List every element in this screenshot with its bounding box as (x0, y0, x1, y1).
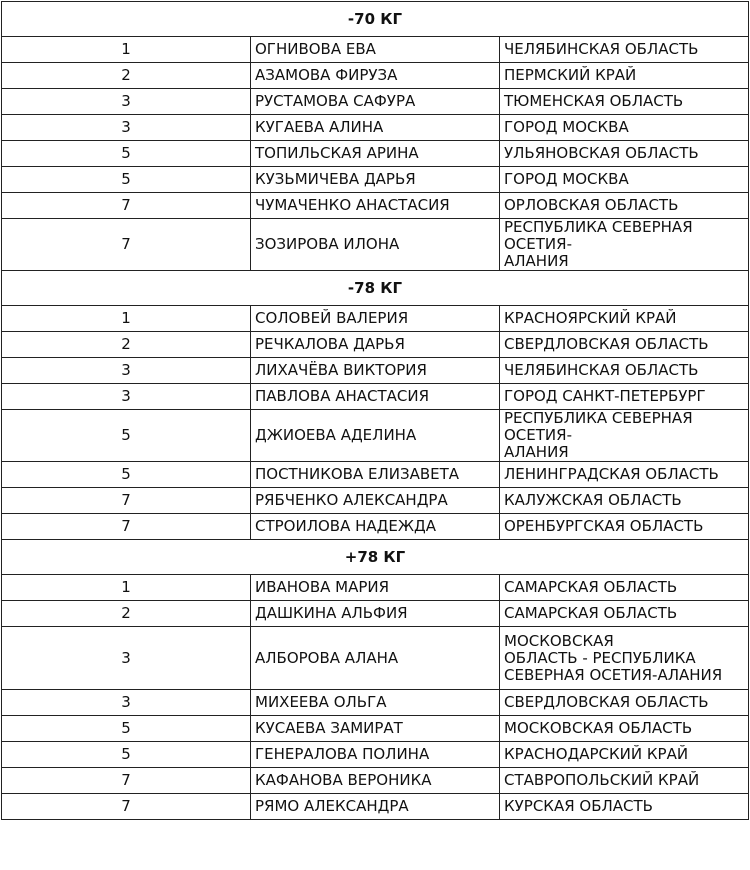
region-cell (500, 462, 749, 488)
athlete-name-cell: ГЕНЕРАЛОВА ПОЛИНА (251, 742, 500, 768)
region-cell (500, 410, 749, 462)
region-line: ГОРОД МОСКВА (504, 118, 629, 136)
region-line: ГОРОД САНКТ-ПЕТЕРБУРГ (504, 387, 706, 405)
table-row (2, 358, 749, 384)
region-line: ОБЛАСТЬ - РЕСПУБЛИКА (504, 648, 696, 667)
table-row (2, 332, 749, 358)
region-cell (500, 193, 749, 219)
table-row (2, 410, 749, 462)
athlete-name-cell: КУЗЬМИЧЕВА ДАРЬЯ (251, 167, 500, 193)
table-row (2, 794, 749, 820)
table-row (2, 89, 749, 115)
athlete-name-cell: РЕЧКАЛОВА ДАРЬЯ (251, 332, 500, 358)
athlete-name-cell: КАФАНОВА ВЕРОНИКА (251, 768, 500, 794)
place-cell: 1 (2, 575, 251, 601)
place-cell: 7 (2, 488, 251, 514)
place-cell: 5 (2, 141, 251, 167)
table-row (2, 219, 749, 271)
region-cell (500, 514, 749, 540)
table-row (2, 768, 749, 794)
table-row (2, 601, 749, 627)
athlete-name-cell: ЛИХАЧЁВА ВИКТОРИЯ (251, 358, 500, 384)
region-line: МОСКОВСКАЯ ОБЛАСТЬ (504, 719, 693, 737)
athlete-name-cell: МИХЕЕВА ОЛЬГА (251, 690, 500, 716)
table-row (2, 306, 749, 332)
weight-category-header (2, 540, 749, 575)
results-table (1, 1, 749, 820)
region-line: СВЕРДЛОВСКАЯ ОБЛАСТЬ (504, 693, 709, 711)
region-line: КАЛУЖСКАЯ ОБЛАСТЬ (504, 491, 682, 509)
region-line: РЕСПУБЛИКА СЕВЕРНАЯ ОСЕТИЯ- (504, 218, 693, 253)
place-cell: 3 (2, 690, 251, 716)
athlete-name-cell: АЛБОРОВА АЛАНА (251, 627, 500, 690)
region-cell (500, 488, 749, 514)
region-line: УЛЬЯНОВСКАЯ ОБЛАСТЬ (504, 144, 699, 162)
table-row (2, 37, 749, 63)
region-cell (500, 575, 749, 601)
place-cell: 5 (2, 716, 251, 742)
athlete-name-cell: ПАВЛОВА АНАСТАСИЯ (251, 384, 500, 410)
table-row (2, 627, 749, 690)
place-cell: 3 (2, 89, 251, 115)
athlete-name-cell: ЧУМАЧЕНКО АНАСТАСИЯ (251, 193, 500, 219)
region-cell (500, 115, 749, 141)
region-cell (500, 384, 749, 410)
place-cell: 1 (2, 306, 251, 332)
weight-category-title: +78 КГ (2, 540, 749, 575)
athlete-name-cell: РЯМО АЛЕКСАНДРА (251, 794, 500, 820)
region-cell (500, 794, 749, 820)
region-cell (500, 37, 749, 63)
region-line: СЕВЕРНАЯ ОСЕТИЯ-АЛАНИЯ (504, 665, 723, 684)
region-cell (500, 358, 749, 384)
table-row (2, 488, 749, 514)
place-cell: 5 (2, 462, 251, 488)
place-cell: 3 (2, 384, 251, 410)
table-row (2, 115, 749, 141)
region-cell (500, 627, 749, 690)
region-line: МОСКОВСКАЯ (504, 631, 614, 650)
region-line: ТЮМЕНСКАЯ ОБЛАСТЬ (504, 92, 684, 110)
region-line: ГОРОД МОСКВА (504, 170, 629, 188)
region-cell (500, 89, 749, 115)
place-cell: 5 (2, 742, 251, 768)
table-row (2, 141, 749, 167)
region-cell (500, 332, 749, 358)
place-cell: 2 (2, 63, 251, 89)
table-row (2, 575, 749, 601)
region-line: РЕСПУБЛИКА СЕВЕРНАЯ ОСЕТИЯ- (504, 409, 693, 444)
region-line: ОРЕНБУРГСКАЯ ОБЛАСТЬ (504, 517, 704, 535)
athlete-name-cell: РУСТАМОВА САФУРА (251, 89, 500, 115)
athlete-name-cell: РЯБЧЕНКО АЛЕКСАНДРА (251, 488, 500, 514)
table-row (2, 193, 749, 219)
place-cell: 2 (2, 601, 251, 627)
table-row (2, 716, 749, 742)
table-row (2, 384, 749, 410)
place-cell: 5 (2, 410, 251, 462)
athlete-name-cell: СОЛОВЕЙ ВАЛЕРИЯ (251, 306, 500, 332)
place-cell: 5 (2, 167, 251, 193)
athlete-name-cell: АЗАМОВА ФИРУЗА (251, 63, 500, 89)
table-row (2, 690, 749, 716)
athlete-name-cell: ЗОЗИРОВА ИЛОНА (251, 219, 500, 271)
region-cell (500, 219, 749, 271)
athlete-name-cell: СТРОИЛОВА НАДЕЖДА (251, 514, 500, 540)
region-line: САМАРСКАЯ ОБЛАСТЬ (504, 604, 678, 622)
region-cell (500, 306, 749, 332)
region-line: САМАРСКАЯ ОБЛАСТЬ (504, 578, 678, 596)
region-line: КРАСНОЯРСКИЙ КРАЙ (504, 309, 677, 327)
place-cell: 7 (2, 768, 251, 794)
athlete-name-cell: ДЖИОЕВА АДЕЛИНА (251, 410, 500, 462)
region-line: ПЕРМСКИЙ КРАЙ (504, 66, 637, 84)
weight-category-header (2, 271, 749, 306)
region-line: СВЕРДЛОВСКАЯ ОБЛАСТЬ (504, 335, 709, 353)
table-row (2, 742, 749, 768)
region-cell (500, 63, 749, 89)
region-cell (500, 768, 749, 794)
place-cell: 3 (2, 358, 251, 384)
place-cell: 3 (2, 627, 251, 690)
athlete-name-cell: ОГНИВОВА ЕВА (251, 37, 500, 63)
weight-category-title: -78 КГ (2, 271, 749, 306)
region-line: КРАСНОДАРСКИЙ КРАЙ (504, 745, 689, 763)
place-cell: 3 (2, 115, 251, 141)
region-line: АЛАНИЯ (504, 252, 569, 270)
region-line: ОРЛОВСКАЯ ОБЛАСТЬ (504, 196, 679, 214)
region-line: АЛАНИЯ (504, 443, 569, 461)
weight-category-header (2, 2, 749, 37)
region-cell (500, 601, 749, 627)
place-cell: 7 (2, 794, 251, 820)
region-cell (500, 716, 749, 742)
athlete-name-cell: ТОПИЛЬСКАЯ АРИНА (251, 141, 500, 167)
athlete-name-cell: ПОСТНИКОВА ЕЛИЗАВЕТА (251, 462, 500, 488)
place-cell: 2 (2, 332, 251, 358)
region-line: ЧЕЛЯБИНСКАЯ ОБЛАСТЬ (504, 40, 699, 58)
region-cell (500, 141, 749, 167)
table-row (2, 167, 749, 193)
table-row (2, 63, 749, 89)
place-cell: 1 (2, 37, 251, 63)
region-line: СТАВРОПОЛЬСКИЙ КРАЙ (504, 771, 700, 789)
table-row (2, 462, 749, 488)
athlete-name-cell: КУГАЕВА АЛИНА (251, 115, 500, 141)
results-table-body (2, 2, 749, 820)
place-cell: 7 (2, 193, 251, 219)
region-line: ЧЕЛЯБИНСКАЯ ОБЛАСТЬ (504, 361, 699, 379)
place-cell: 7 (2, 219, 251, 271)
region-line: ЛЕНИНГРАДСКАЯ ОБЛАСТЬ (504, 465, 719, 483)
athlete-name-cell: КУСАЕВА ЗАМИРАТ (251, 716, 500, 742)
table-row (2, 514, 749, 540)
region-cell (500, 167, 749, 193)
athlete-name-cell: ДАШКИНА АЛЬФИЯ (251, 601, 500, 627)
region-cell (500, 742, 749, 768)
place-cell: 7 (2, 514, 251, 540)
region-line: КУРСКАЯ ОБЛАСТЬ (504, 797, 653, 815)
athlete-name-cell: ИВАНОВА МАРИЯ (251, 575, 500, 601)
weight-category-title: -70 КГ (2, 2, 749, 37)
region-cell (500, 690, 749, 716)
